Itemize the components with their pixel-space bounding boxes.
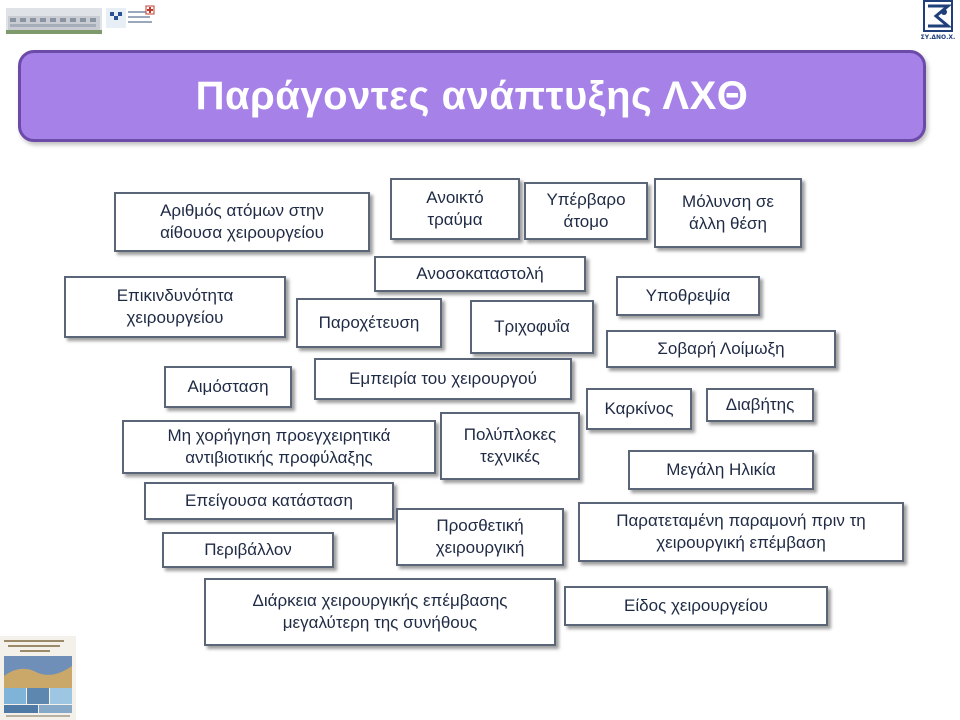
factor-complex-techniques [440, 412, 580, 480]
factor-or-type [564, 586, 828, 626]
factor-hemostasis [164, 366, 292, 408]
factor-infection-elsewhere [654, 178, 802, 248]
factor-operating-room-people [114, 192, 370, 252]
factor-label: Μόλυνση σε άλλη θέση [682, 192, 774, 233]
factor-label: Αιμόσταση [187, 377, 269, 396]
factor-label: Διαβήτης [725, 395, 795, 414]
hospital-logo [6, 2, 156, 36]
sydnox-logo [918, 0, 958, 44]
factor-label: Περιβάλλον [204, 540, 292, 559]
factor-label: Επείγουσα κατάσταση [185, 491, 353, 510]
factor-label: Τριχοφυΐα [494, 317, 570, 336]
factor-label: Ανοικτό τραύμα [426, 188, 484, 229]
factor-label: Σοβαρή Λοίμωξη [657, 339, 785, 358]
factor-long-duration [204, 578, 556, 646]
factor-surgical-risk [64, 276, 286, 338]
factor-diabetes [706, 388, 814, 422]
factor-open-trauma [390, 178, 520, 240]
factor-severe-infection [606, 330, 836, 368]
factor-label: Ανοσοκαταστολή [416, 264, 544, 283]
factor-label: Καρκίνος [604, 399, 674, 418]
logo-label: ΣΥ.ΔΝΟ.Χ. [920, 34, 956, 41]
factor-label: Διάρκεια χειρουργικής επέμβασης μεγαλύτερη της συνήθους [252, 591, 508, 632]
factor-label: Παροχέτευση [318, 313, 420, 332]
factor-drainage [296, 298, 442, 348]
factor-surgeon-experience [314, 358, 572, 400]
factor-environment [162, 532, 334, 568]
conference-poster-image [0, 636, 76, 720]
factor-cancer [586, 388, 692, 430]
factor-label: Προσθετική χειρουργική [435, 516, 525, 557]
factor-label: Είδος χειρουργείου [624, 596, 768, 615]
factor-immunosuppression [374, 256, 586, 292]
factor-label: Πολύπλοκες τεχνικές [463, 425, 557, 466]
factor-label: Υπέρβαρο άτομο [546, 190, 626, 231]
factor-label: Παρατεταμένη παραμονή πριν τη χειρουργική επέμβαση [616, 511, 866, 552]
factor-label: Επικινδυνότητα χειρουργείου [116, 286, 234, 327]
factor-additional-surgery [396, 508, 564, 566]
factor-label: Υποθρεψία [645, 286, 731, 305]
factor-label: Μεγάλη Ηλικία [666, 460, 776, 479]
slide-title: Παράγοντες ανάπτυξης ΛΧΘ [195, 73, 749, 118]
factor-prolonged-stay [578, 502, 904, 562]
factor-hair-removal [470, 300, 594, 354]
factor-obesity [524, 182, 648, 240]
factor-label: Εμπειρία του χειρουργού [349, 369, 537, 388]
factor-emergency [144, 482, 394, 520]
factor-label: Αριθμός ατόμων στην αίθουσα χειρουργείου [160, 201, 324, 242]
factor-old-age [628, 450, 814, 490]
factor-malnutrition [616, 276, 760, 316]
factor-no-prophylaxis [122, 420, 436, 474]
title-banner [18, 50, 926, 142]
factor-label: Μη χορήγηση προεγχειρητικά αντιβιοτικής προφύλαξης [167, 426, 391, 467]
